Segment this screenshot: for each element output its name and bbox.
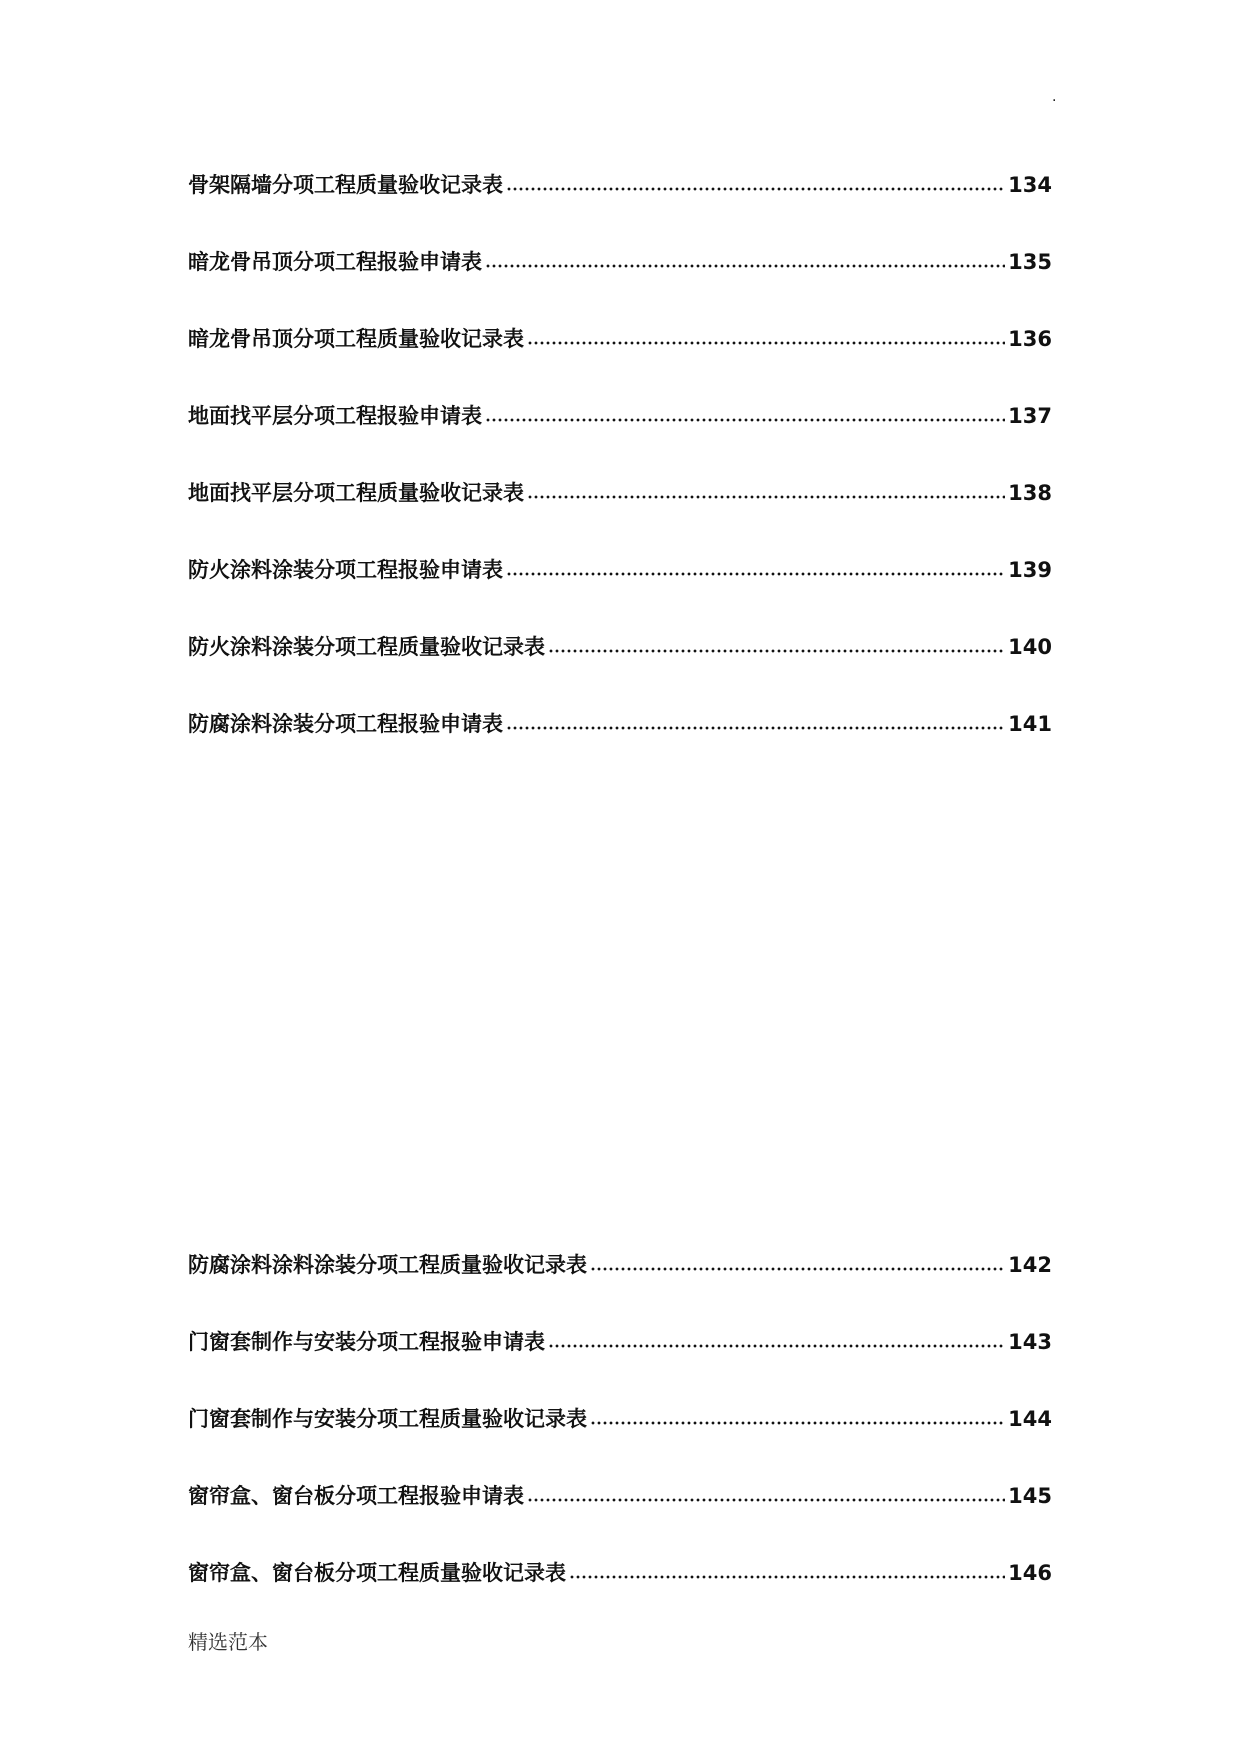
dot-leader bbox=[527, 494, 1005, 500]
toc-entry-page: 137 bbox=[1008, 404, 1052, 428]
dot-leader bbox=[548, 648, 1005, 654]
toc-entry-page: 144 bbox=[1008, 1407, 1052, 1431]
dot-leader bbox=[569, 1574, 1005, 1580]
toc-entry[interactable] bbox=[188, 630, 1052, 660]
dot-leader bbox=[590, 1266, 1005, 1272]
toc-entry[interactable] bbox=[188, 322, 1052, 352]
toc-entry-title: 暗龙骨吊顶分项工程质量验收记录表 bbox=[188, 327, 524, 351]
toc-entry-page: 135 bbox=[1008, 250, 1052, 274]
toc-entry-title: 防火涂料涂装分项工程报验申请表 bbox=[188, 558, 503, 582]
toc-entry-title: 防火涂料涂装分项工程质量验收记录表 bbox=[188, 635, 545, 659]
toc-entry-page: 146 bbox=[1008, 1561, 1052, 1585]
toc-entry-title: 防腐涂料涂装分项工程报验申请表 bbox=[188, 712, 503, 736]
toc-entry[interactable] bbox=[188, 707, 1052, 737]
toc-entry[interactable] bbox=[188, 1325, 1052, 1355]
dot-leader bbox=[548, 1343, 1005, 1349]
toc-entry[interactable] bbox=[188, 553, 1052, 583]
dot-leader bbox=[506, 186, 1005, 192]
toc-entry-title: 防腐涂料涂料涂装分项工程质量验收记录表 bbox=[188, 1253, 587, 1277]
toc-entry-title: 窗帘盒、窗台板分项工程报验申请表 bbox=[188, 1484, 524, 1508]
dot-leader bbox=[506, 725, 1005, 731]
toc-entry-title: 窗帘盒、窗台板分项工程质量验收记录表 bbox=[188, 1561, 566, 1585]
toc-entry[interactable] bbox=[188, 476, 1052, 506]
toc-entry-page: 141 bbox=[1008, 712, 1052, 736]
toc-entry-page: 143 bbox=[1008, 1330, 1052, 1354]
toc-entry[interactable] bbox=[188, 245, 1052, 275]
toc-entry[interactable] bbox=[188, 1248, 1052, 1278]
corner-mark: . bbox=[1052, 89, 1057, 105]
toc-entry-page: 142 bbox=[1008, 1253, 1052, 1277]
dot-leader bbox=[590, 1420, 1005, 1426]
dot-leader bbox=[527, 1497, 1005, 1503]
dot-leader bbox=[506, 571, 1005, 577]
toc-entry[interactable] bbox=[188, 1479, 1052, 1509]
toc-entry-title: 暗龙骨吊顶分项工程报验申请表 bbox=[188, 250, 482, 274]
dot-leader bbox=[527, 340, 1005, 346]
toc-entry[interactable] bbox=[188, 1402, 1052, 1432]
dot-leader bbox=[485, 263, 1005, 269]
toc-entry[interactable] bbox=[188, 399, 1052, 429]
dot-leader bbox=[485, 417, 1005, 423]
toc-entry-title: 门窗套制作与安装分项工程质量验收记录表 bbox=[188, 1407, 587, 1431]
toc-entry-page: 145 bbox=[1008, 1484, 1052, 1508]
footer-label: 精选范本 bbox=[188, 1630, 268, 1654]
toc-entry-title: 地面找平层分项工程质量验收记录表 bbox=[188, 481, 524, 505]
toc-entry[interactable] bbox=[188, 168, 1052, 198]
toc-entry-page: 136 bbox=[1008, 327, 1052, 351]
toc-entry-page: 134 bbox=[1008, 173, 1052, 197]
toc-entry-page: 140 bbox=[1008, 635, 1052, 659]
toc-entry-title: 骨架隔墙分项工程质量验收记录表 bbox=[188, 173, 503, 197]
toc-entry-title: 地面找平层分项工程报验申请表 bbox=[188, 404, 482, 428]
toc-entry[interactable] bbox=[188, 1556, 1052, 1586]
toc-entry-page: 139 bbox=[1008, 558, 1052, 582]
toc-entry-page: 138 bbox=[1008, 481, 1052, 505]
toc-entry-title: 门窗套制作与安装分项工程报验申请表 bbox=[188, 1330, 545, 1354]
